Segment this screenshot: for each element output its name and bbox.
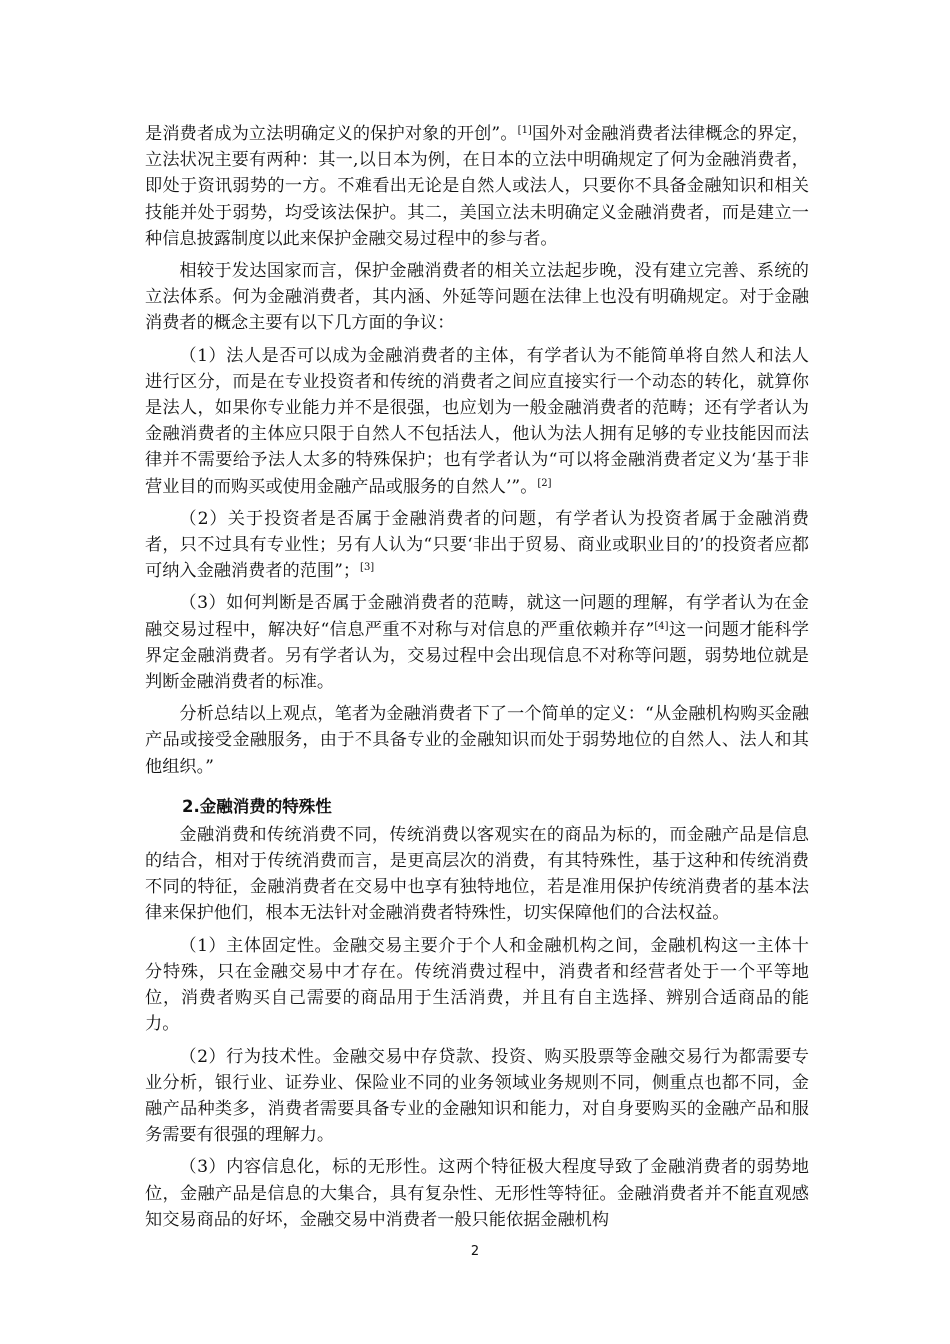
paragraph-1 [145,121,809,252]
paragraph-7 [145,822,809,927]
section-heading: 2.金融消费的特殊性 [182,796,332,816]
paragraph-9 [145,1044,809,1149]
paragraph-5 [145,590,809,695]
paragraph-1-continuation: 国外对金融消费者法律概念的界定，立法状况主要有两种：其一,以日本为例，在日本的立法中明确规定了何为金融消费者，即处于资讯弱势的一方。不难看出无论是自然人或法人，只要你不具备金融知识和相关技能并处于弱势，均受该法保护。其二，美国立法未明确定义金融消费者，而是建立一种信息披露制度以此来保护金融交易过程中的参与者。 [145,124,809,249]
paragraph-3-text: （1）法人是否可以成为金融消费者的主体，有学者认为不能简单将自然人和法人进行区分，而是在专业投资者和传统的消费者之间应直接实行一个动态的转化，就算你是法人，如果你专业能力并不是很强，也应划为一般金融消费者的范畴；还有学者认为金融消费者的主体应只限于自然人不包括法人，他认为法人拥有足够的专业技能因而法律并不需要给予法人太多的特殊保护；也有学者认为“可以将金融消费者定义为‘基于非营业目的而购买或使用金融产品或服务的自然人’”。 [145,345,809,497]
paragraph-3 [145,343,809,500]
paragraph-4-text: （2）关于投资者是否属于金融消费者的问题，有学者认为投资者属于金融消费者，只不过具有专业性；另有人认为“只要‘非出于贸易、商业或职业目的’的投资者应都可纳入金融消费者的范围”； [145,508,809,582]
paragraph-5-continuation: 这一问题才能科学界定金融消费者。另有学者认为，交易过程中会出现信息不对称等问题，弱势地位就是判断金融消费者的标准。 [145,619,809,693]
document-body [145,121,809,1233]
citation-4: [4] [654,620,669,632]
paragraph-1-text: 是消费者成为立法明确定义的保护对象的开创”。 [145,124,518,144]
paragraph-9-text: （2）行为技术性。金融交易中存贷款、投资、购买股票等金融交易行为都需要专业分析，银行业、证券业、保险业不同的业务领域业务规则不同，侧重点也都不同，金融产品种类多，消费者需要具备专业的金融知识和能力，对自身要购买的金融产品和服务需要有很强的理解力。 [145,1046,809,1146]
citation-2: [2] [537,477,552,489]
paragraph-2-text: 相较于发达国家而言，保护金融消费者的相关立法起步晚，没有建立完善、系统的立法体系。何为金融消费者，其内涵、外延等问题在法律上也没有明确规定。对于金融消费者的概念主要有以下几方面的争议： [145,261,809,334]
paragraph-10 [145,1154,809,1233]
paragraph-10-text: （3）内容信息化，标的无形性。这两个特征极大程度导致了金融消费者的弱势地位，金融产品是信息的大集合，具有复杂性、无形性等特征。金融消费者并不能直观感知交易商品的好坏，金融交易中消费者一般只能依据金融机构 [145,1157,809,1230]
paragraph-2 [145,258,809,337]
citation-3: [3] [360,562,375,574]
paragraph-6 [145,701,809,780]
paragraph-4 [145,506,809,585]
citation-1: [1] [517,125,532,136]
paragraph-7-text: 金融消费和传统消费不同，传统消费以客观实在的商品为标的，而金融产品是信息的结合，相对于传统消费而言，是更高层次的消费，有其特殊性，基于这种和传统消费不同的特征，金融消费者在交易中也享有独特地位，若是准用保护传统消费者的基本法律来保护他们，根本无法针对金融消费者特殊性，切实保障他们的合法权益。 [145,824,809,924]
paragraph-8 [145,933,809,1038]
paragraph-5-text: （3）如何判断是否属于金融消费者的范畴，就这一问题的理解，有学者认为在金融交易过程中，解决好“信息严重不对称与对信息的严重依赖并存” [145,593,809,640]
paragraph-8-text: （1）主体固定性。金融交易主要介于个人和金融机构之间，金融机构这一主体十分特殊，只在金融交易中才存在。传统消费过程中，消费者和经营者处于一个平等地位，消费者购买自己需要的商品用于生活消费，并且有自主选择、辨别合适商品的能力。 [145,935,809,1035]
paragraph-6-text: 分析总结以上观点，笔者为金融消费者下了一个简单的定义：“从金融机构购买金融产品或接受金融服务，由于不具备专业的金融知识而处于弱势地位的自然人、法人和其他组织。” [145,704,809,777]
page-number: 2 [470,1244,480,1259]
